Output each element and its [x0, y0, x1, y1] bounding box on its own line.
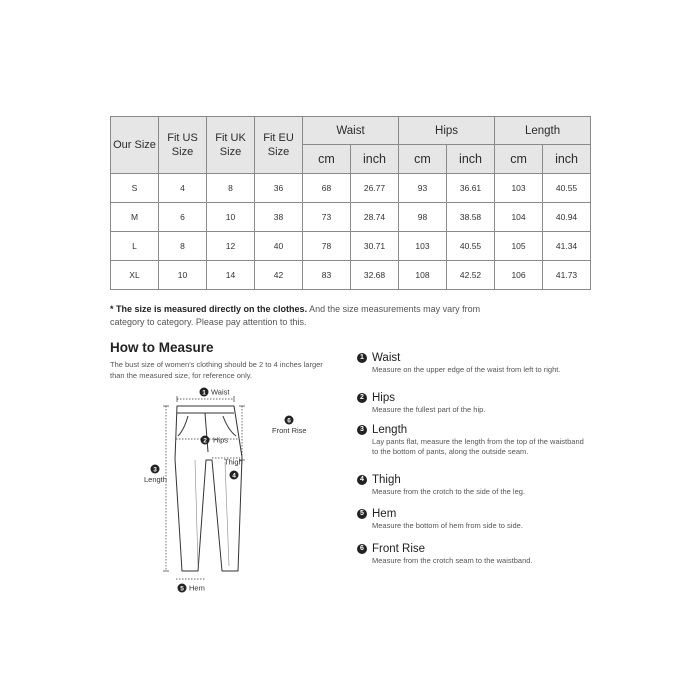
number-badge-1-text: 1 — [202, 389, 206, 397]
right-pocket-line — [223, 416, 236, 436]
table-cell: 8 — [159, 232, 207, 261]
pants-diagram — [130, 380, 320, 600]
number-badge-2-text: 2 — [203, 437, 207, 445]
left-pocket-line — [178, 416, 188, 436]
header-fit-eu: Fit EU Size — [255, 117, 303, 174]
length-measure — [144, 406, 169, 571]
number-badge: 1 — [357, 353, 367, 363]
measure-description: Measure on the upper edge of the waist from left to right. — [372, 365, 561, 374]
table-cell: 32.68 — [351, 261, 399, 290]
header-waist-inch: inch — [351, 145, 399, 174]
how-to-measure-description: The bust size of women's clothing should be 2 to 4 inches larger than the measured size, for reference only. — [110, 360, 323, 380]
table-cell: 73 — [303, 203, 351, 232]
table-cell: 26.77 — [351, 174, 399, 203]
measure-item-waist — [357, 352, 587, 375]
table-cell: 93 — [399, 174, 447, 203]
number-badge-3-text: 3 — [153, 466, 157, 474]
measure-item-hem — [357, 508, 587, 531]
table-cell: 40.55 — [543, 174, 591, 203]
table-cell: 103 — [399, 232, 447, 261]
front-rise-label: Front Rise — [272, 426, 307, 435]
number-badge: 5 — [357, 509, 367, 519]
number-badge-6-text: 6 — [287, 417, 291, 425]
measure-title: Hem — [372, 508, 397, 520]
table-cell: 30.71 — [351, 232, 399, 261]
fly-line — [205, 413, 208, 452]
table-cell: 6 — [159, 203, 207, 232]
number-badge: 3 — [357, 425, 367, 435]
table-cell: S — [111, 174, 159, 203]
table-row — [111, 174, 591, 203]
size-note — [110, 303, 500, 329]
hem-label: Hem — [189, 583, 205, 593]
length-label: Length — [144, 475, 167, 484]
size-chart-table — [110, 116, 591, 290]
measure-description: Lay pants flat, measure the length from the top of the waistband to the bottom of pants, along the outside seam. — [372, 437, 584, 456]
table-cell: XL — [111, 261, 159, 290]
number-badge-4-text: 4 — [232, 472, 236, 480]
table-cell: 103 — [495, 174, 543, 203]
measure-item-thigh — [357, 474, 587, 497]
size-note-bold: * The size is measured directly on the clothes. — [110, 304, 308, 314]
left-crease-line — [195, 460, 198, 566]
table-cell: 105 — [495, 232, 543, 261]
table-cell: 40.55 — [447, 232, 495, 261]
front-rise-measure — [239, 406, 307, 460]
measure-item-length — [357, 424, 587, 457]
header-length: Length — [495, 117, 591, 145]
hips-label: Hips — [213, 435, 229, 445]
measure-item-front-rise — [357, 543, 587, 566]
header-hips: Hips — [399, 117, 495, 145]
thigh-label: Thigh — [224, 457, 243, 467]
header-waist-cm: cm — [303, 145, 351, 174]
size-note-text: And the size measurements may vary from category to category. Please pay attention to this. — [110, 304, 481, 327]
header-fit-uk: Fit UK Size — [207, 117, 255, 174]
pants-outline — [175, 406, 242, 571]
table-cell: 83 — [303, 261, 351, 290]
measure-description: Measure from the crotch to the side of the leg. — [372, 487, 525, 496]
measure-description: Measure from the crotch seam to the waistband. — [372, 556, 533, 565]
how-to-measure-title: How to Measure — [110, 340, 214, 355]
table-cell: 42.52 — [447, 261, 495, 290]
table-cell: 68 — [303, 174, 351, 203]
header-fit-us: Fit US Size — [159, 117, 207, 174]
measure-title: Waist — [372, 352, 401, 364]
table-row — [111, 261, 591, 290]
table-cell: 14 — [207, 261, 255, 290]
waist-measure — [177, 388, 234, 403]
table-cell: 40 — [255, 232, 303, 261]
pants-illustration — [175, 406, 242, 571]
table-cell: 106 — [495, 261, 543, 290]
table-cell: 98 — [399, 203, 447, 232]
table-cell: 40.94 — [543, 203, 591, 232]
thigh-measure — [212, 458, 243, 480]
measure-item-hips — [357, 392, 587, 415]
measure-title: Length — [372, 424, 408, 436]
table-cell: 8 — [207, 174, 255, 203]
table-cell: L — [111, 232, 159, 261]
table-cell: 36 — [255, 174, 303, 203]
table-row — [111, 203, 591, 232]
measure-title: Thigh — [372, 474, 401, 486]
table-cell: 41.34 — [543, 232, 591, 261]
header-length-inch: inch — [543, 145, 591, 174]
header-length-cm: cm — [495, 145, 543, 174]
waist-label: Waist — [211, 387, 230, 397]
measure-title: Hips — [372, 392, 396, 404]
measure-description: Measure the bottom of hem from side to side. — [372, 521, 523, 530]
table-cell: 41.73 — [543, 261, 591, 290]
measure-title: Front Rise — [372, 543, 426, 555]
table-cell: 10 — [159, 261, 207, 290]
number-badge: 6 — [357, 544, 367, 554]
number-badge: 4 — [357, 475, 367, 485]
hem-measure — [176, 579, 205, 593]
table-cell: 38.58 — [447, 203, 495, 232]
header-our-size: Our Size — [111, 117, 159, 174]
table-cell: 4 — [159, 174, 207, 203]
table-cell: M — [111, 203, 159, 232]
measure-description: Measure the fullest part of the hip. — [372, 405, 486, 414]
header-hips-cm: cm — [399, 145, 447, 174]
right-crease-line — [225, 462, 229, 566]
table-cell: 12 — [207, 232, 255, 261]
number-badge-5-text: 5 — [180, 585, 184, 593]
table-cell: 42 — [255, 261, 303, 290]
table-cell: 38 — [255, 203, 303, 232]
table-cell: 28.74 — [351, 203, 399, 232]
table-cell: 104 — [495, 203, 543, 232]
table-cell: 78 — [303, 232, 351, 261]
table-cell: 36.61 — [447, 174, 495, 203]
table-cell: 10 — [207, 203, 255, 232]
number-badge: 2 — [357, 393, 367, 403]
hips-measure — [176, 436, 238, 445]
table-row — [111, 232, 591, 261]
header-hips-inch: inch — [447, 145, 495, 174]
header-waist: Waist — [303, 117, 399, 145]
table-cell: 108 — [399, 261, 447, 290]
